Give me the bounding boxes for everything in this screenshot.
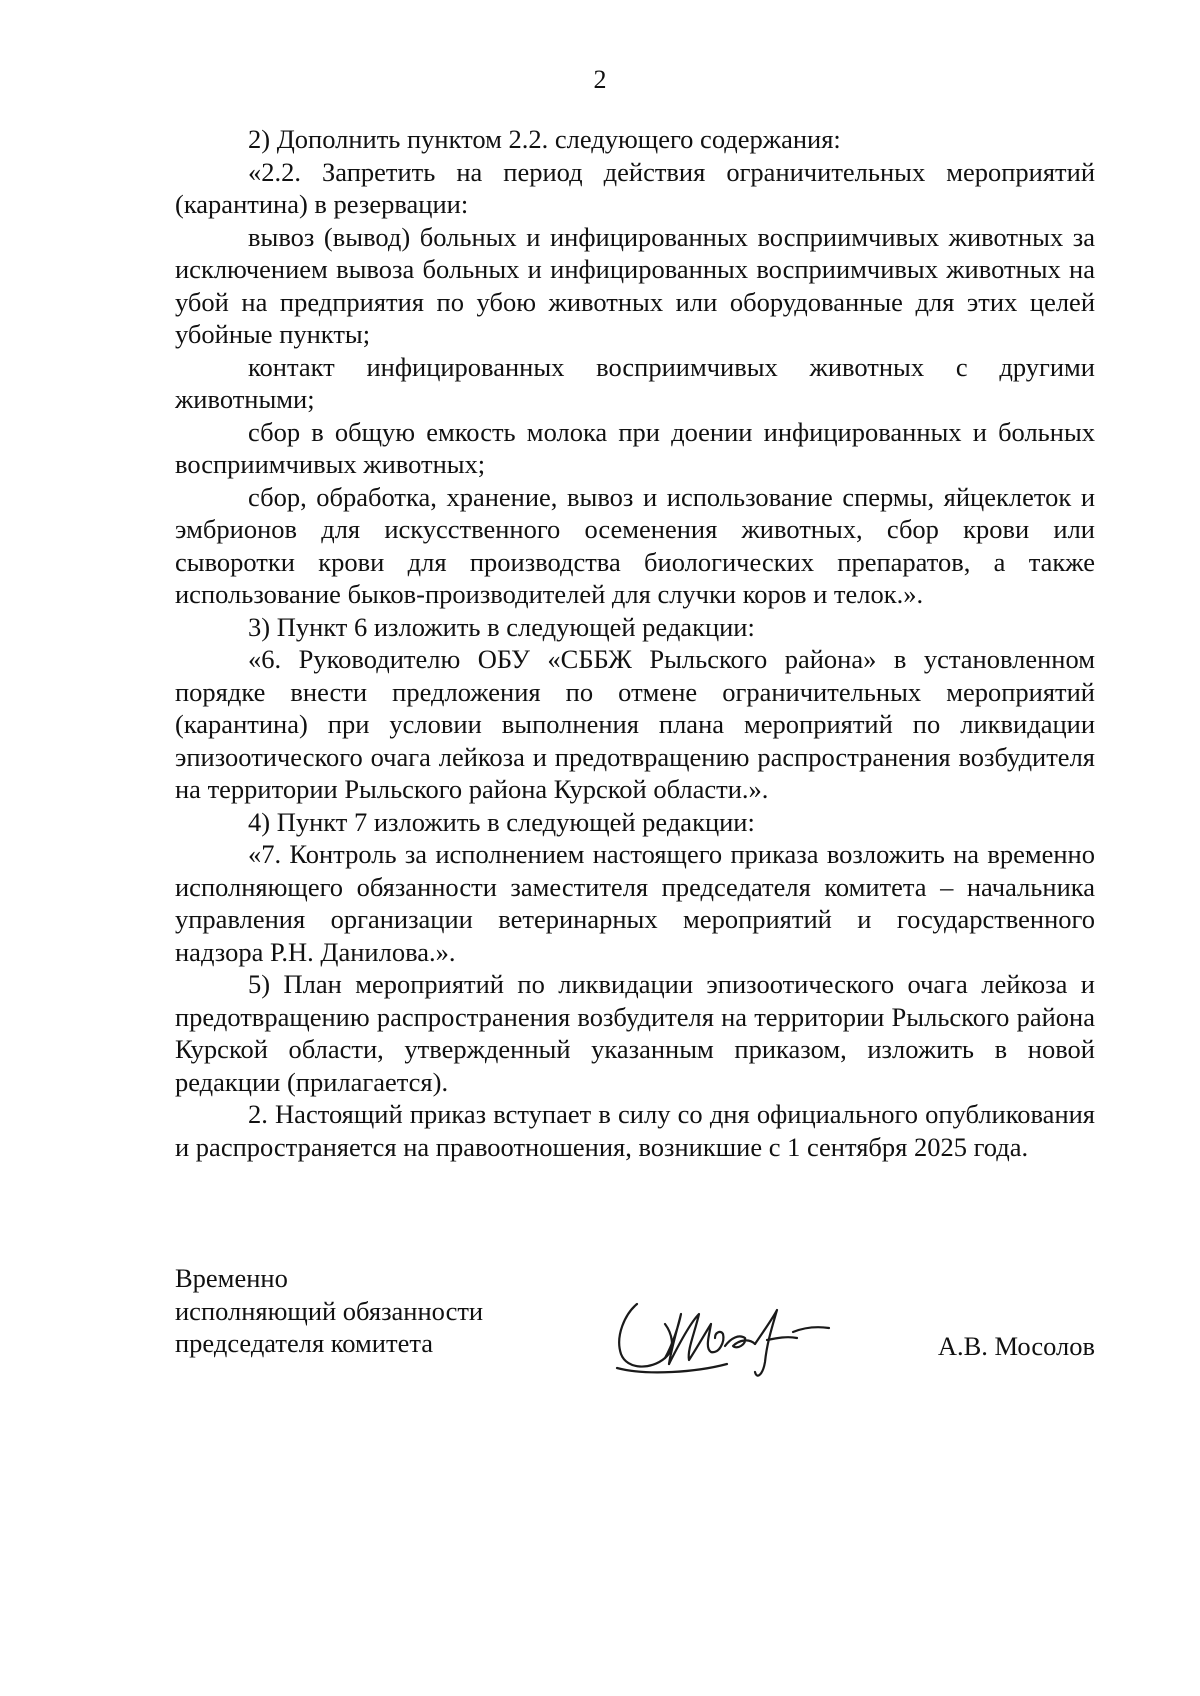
paragraph-9: 4) Пункт 7 изложить в следующей редакции: <box>248 806 755 837</box>
paragraph-5: сбор в общую емкость молока при доении инфицированных и больных восприимчивых животных; <box>175 416 1095 479</box>
signatory-name: А.В. Мосолов <box>937 1331 1095 1361</box>
paragraph-11: 5) План мероприятий по ликвидации эпизоотического очага лейкоза и предотвращению распространения возбудителя на территории Рыльского района Курской области, утвержденный указанным приказом, изложить в новой редакции (прилагается). <box>175 969 1095 1097</box>
document-body <box>175 123 1095 1163</box>
signature-block <box>175 1262 1095 1402</box>
paragraph-12: 2. Настоящий приказ вступает в силу со дня официального опубликования и распространяется на правоотношения, возникшие с 1 сентября 2025 года. <box>175 1099 1095 1162</box>
paragraph-8: «6. Руководителю ОБУ «СББЖ Рыльского района» в установленном порядке внести предложения по отмене ограничительных мероприятий (карантина) при условии выполнения плана мероприятий по ликвидации эпизоотического очага лейкоза и предотвращению распространения возбудителя на территории Рыльского района Курской области.». <box>175 644 1095 804</box>
paragraph-2: «2.2. Запретить на период действия ограничительных мероприятий (карантина) в резервации: <box>175 156 1095 219</box>
signatory-position-line-1: Временно <box>175 1263 288 1293</box>
paragraph-3: вывоз (вывод) больных и инфицированных восприимчивых животных за исключением вывоза больных и инфицированных восприимчивых животных на убой на предприятия по убою животных или оборудованные для этих целей убойные пункты; <box>175 221 1095 349</box>
paragraph-6: сбор, обработка, хранение, вывоз и использование спермы, яйцеклеток и эмбрионов для искусственного осеменения животных, сбор крови или сыворотки крови для производства биологических препаратов, а также использование быков-производителей для случки коров и телок.». <box>175 481 1095 609</box>
handwritten-signature-icon <box>607 1284 847 1384</box>
paragraph-4: контакт инфицированных восприимчивых животных с другими животными; <box>175 351 1095 414</box>
signatory-position-line-3: председателя комитета <box>175 1328 433 1358</box>
paragraph-10: «7. Контроль за исполнением настоящего приказа возложить на временно исполняющего обязанности заместителя председателя комитета – начальника управления организации ветеринарных мероприятий и государственного надзора Р.Н. Данилова.». <box>175 839 1095 967</box>
paragraph-1: 2) Дополнить пунктом 2.2. следующего содержания: <box>248 124 841 154</box>
paragraph-7: 3) Пункт 6 изложить в следующей редакции: <box>248 611 755 642</box>
signatory-position <box>175 1262 535 1360</box>
signatory-position-line-2: исполняющий обязанности <box>175 1295 484 1326</box>
page-number: 2 <box>593 65 607 94</box>
